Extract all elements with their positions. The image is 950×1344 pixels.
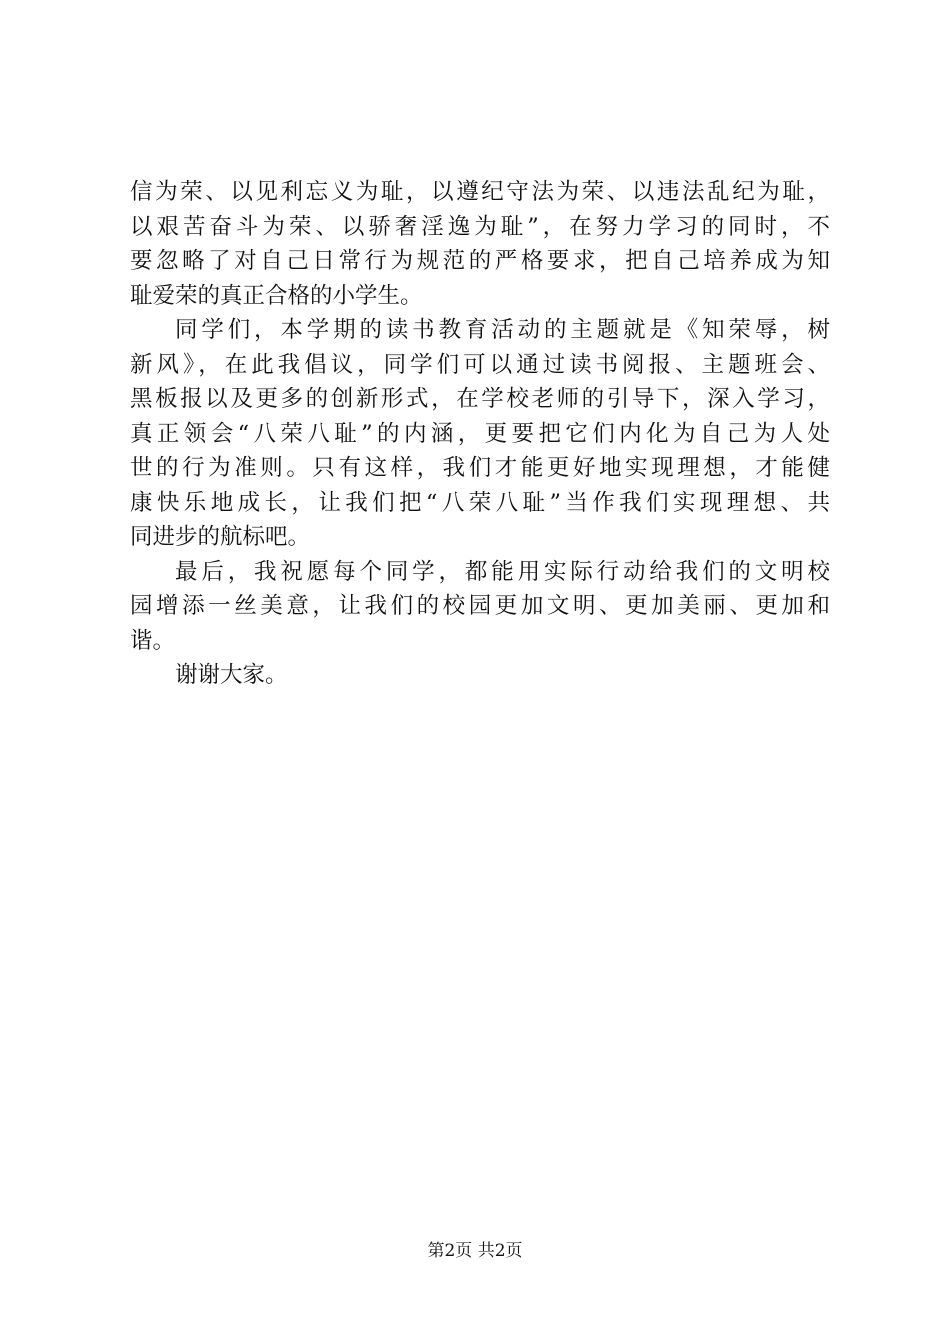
text-line: 园增添一丝美意，让我们的校园更加文明、更加美丽、更加和 xyxy=(130,593,830,619)
document-body xyxy=(130,175,830,693)
paragraph-start-line: 最后，我祝愿每个同学，都能用实际行动给我们的文明校 xyxy=(175,558,830,585)
paragraph-start-line: 同学们，本学期的读书教育活动的主题就是《知荣辱，树 xyxy=(175,317,830,343)
paragraph-start-line: 谢谢大家。 xyxy=(175,662,288,688)
text-line: 信为荣、以见利忘义为耻，以遵纪守法为荣、以违法乱纪为耻， xyxy=(130,179,830,205)
text-line: 同进步的航标吧。 xyxy=(130,524,311,550)
text-line: 康快乐地成长，让我们把“八荣八耻”当作我们实现理想、共 xyxy=(130,489,830,516)
text-line: 耻爱荣的真正合格的小学生。 xyxy=(130,282,423,309)
text-line: 谐。 xyxy=(130,627,176,654)
page-number-footer: 第2页 共2页 xyxy=(427,1241,523,1261)
text-line: 新风》，在此我倡议，同学们可以通过读书阅报、主题班会、 xyxy=(130,351,830,378)
text-line: 以艰苦奋斗为荣、以骄奢淫逸为耻”，在努力学习的同时，不 xyxy=(130,213,830,240)
text-line: 要忽略了对自己日常行为规范的严格要求，把自己培养成为知 xyxy=(130,248,830,274)
text-line: 真正领会“八荣八耻”的内涵，更要把它们内化为自己为人处 xyxy=(130,420,830,447)
text-line: 黑板报以及更多的创新形式，在学校老师的引导下，深入学习， xyxy=(130,386,830,412)
text-line: 世的行为准则。只有这样，我们才能更好地实现理想，才能健 xyxy=(130,455,830,481)
